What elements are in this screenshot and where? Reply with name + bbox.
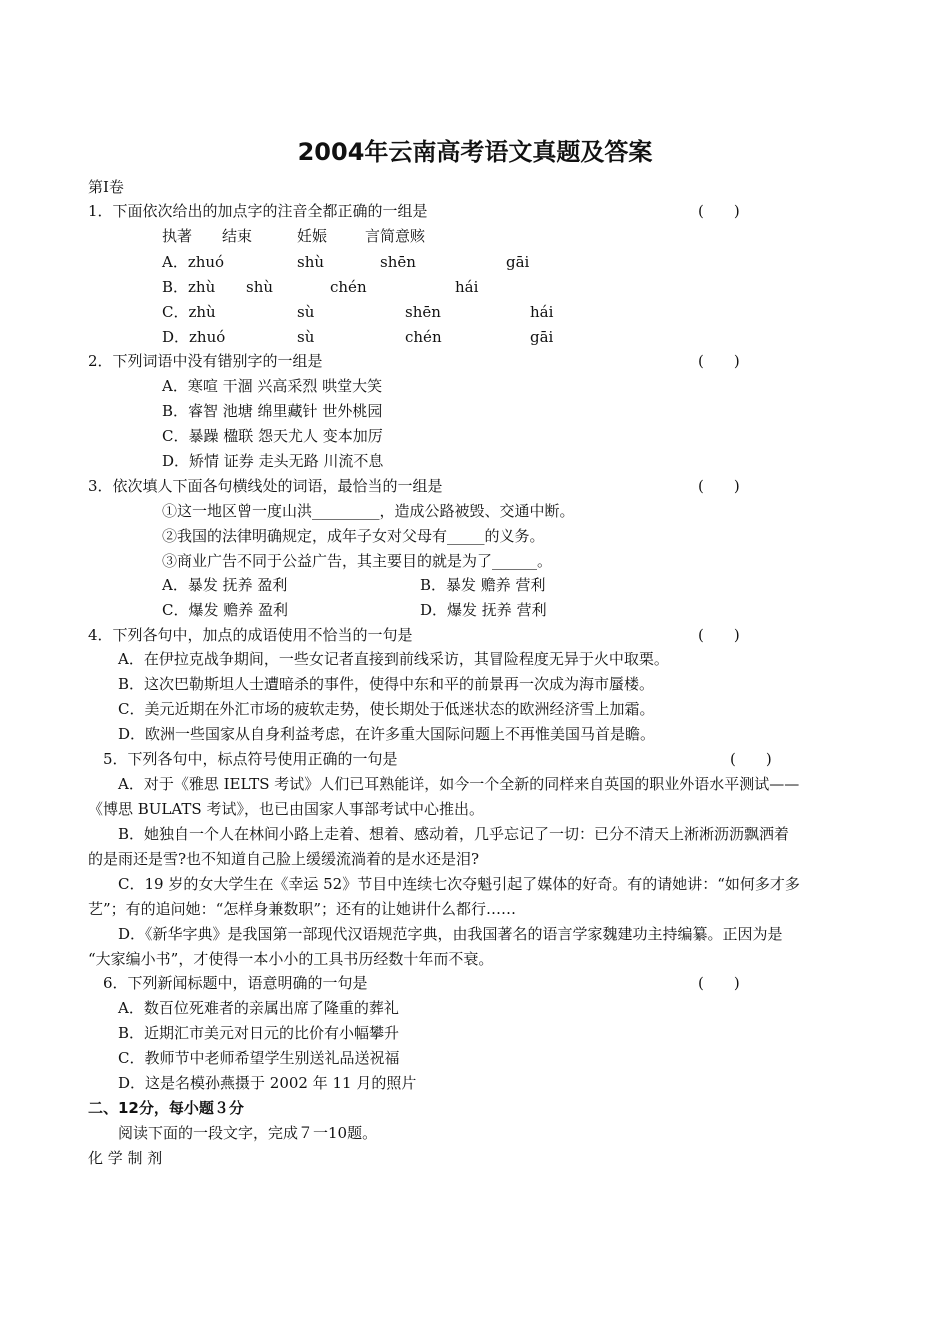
q1-option-b-pinyin: chén <box>330 278 367 296</box>
q5-answer-blank: ( ) <box>730 750 772 768</box>
q1-option-a-pinyin: shù <box>297 253 325 271</box>
q1-option-c-pinyin: hái <box>530 303 554 321</box>
q5-line: A．对于《雅思 IELTS 考试》人们已耳熟能详，如今一个全新的同样来自英国的职业外语水平测试—— <box>118 775 800 793</box>
q3-stem: 3．依次填人下面各句横线处的词语，最恰当的一组是 <box>88 477 443 495</box>
q4-option: A．在伊拉克战争期间，一些女记者直接到前线采访，其冒险程度无异于火中取栗。 <box>118 650 669 668</box>
q5-line: D．《新华字典》是我国第一部现代汉语规范字典，由我国著名的语言学家魏建功主持编纂。正因为是 <box>118 925 783 943</box>
q2-option: C．暴躁 楹联 怨天尤人 变本加厉 <box>162 427 383 445</box>
q5-line: B．她独自一个人在林间小路上走着、想着、感动着，几乎忘记了一切：已分不清天上淅淅沥沥飘洒着 <box>118 825 790 843</box>
q5-stem: 5．下列各句中，标点符号使用正确的一句是 <box>103 750 398 768</box>
q1-option-d-pinyin: gāi <box>530 328 554 346</box>
q3-option: A．暴发 抚养 盈利 <box>162 576 288 594</box>
section2-heading: 二、12分，每小题３分 <box>88 1099 244 1117</box>
q6-option: C．教师节中老师希望学生别送礼品送祝福 <box>118 1049 400 1067</box>
q6-answer-blank: ( ) <box>698 974 740 992</box>
q3-sentence: ①这一地区曾一度山洪_________，造成公路被毁、交通中断。 <box>162 502 575 520</box>
volume-label: 第Ⅰ卷 <box>88 178 124 196</box>
q1-answer-blank: ( ) <box>698 202 740 220</box>
q1-option-d-label: D．zhuó <box>162 328 226 346</box>
q1-word: 执著 <box>162 227 193 245</box>
q4-stem: 4．下列各句中，加点的成语使用不恰当的一句是 <box>88 626 413 644</box>
q1-stem: 1．下面依次给出的加点字的注音全都正确的一组是 <box>88 202 428 220</box>
q6-option: A．数百位死难者的亲属出席了隆重的葬礼 <box>118 999 399 1017</box>
q1-option-a-pinyin: shēn <box>380 253 416 271</box>
q2-option: D．矫情 证券 走头无路 川流不息 <box>162 452 384 470</box>
q5-line: 的是雨还是雪?也不知道自己脸上缓缓流淌着的是水还是泪? <box>88 850 480 868</box>
q3-option: C．爆发 赡养 盈利 <box>162 601 289 619</box>
q1-option-b-label: B．zhù <box>162 278 216 296</box>
q2-answer-blank: ( ) <box>698 352 740 370</box>
section2-intro: 阅读下面的一段文字，完成７一10题。 <box>118 1124 378 1142</box>
q1-option-a-label: A．zhuó <box>162 253 225 271</box>
q2-option: A．寒喧 干涸 兴高采烈 哄堂大笑 <box>162 377 383 395</box>
q1-word: 结束 <box>222 227 253 245</box>
q5-line: C．19 岁的女大学生在《幸运 52》节目中连续七次夺魁引起了媒体的好奇。有的请她讲：“如何多才多 <box>118 875 800 893</box>
q1-option-c-label: C．zhù <box>162 303 216 321</box>
q1-option-d-pinyin: sù <box>297 328 315 346</box>
q1-option-d-pinyin: chén <box>405 328 442 346</box>
q4-option: C．美元近期在外汇市场的疲软走势，使长期处于低迷状态的欧洲经济雪上加霜。 <box>118 700 655 718</box>
q3-option: B．暴发 赡养 营利 <box>420 576 546 594</box>
q1-option-b-pinyin: shù <box>246 278 274 296</box>
q3-sentence: ②我国的法律明确规定，成年子女对父母有_____的义务。 <box>162 527 545 545</box>
q2-option: B．睿智 池塘 绵里藏针 世外桃园 <box>162 402 383 420</box>
q3-answer-blank: ( ) <box>698 477 740 495</box>
q6-option: B．近期汇市美元对日元的比价有小幅攀升 <box>118 1024 400 1042</box>
q5-line: 《博思 BULATS 考试》，也已由国家人事部考试中心推出。 <box>88 800 484 818</box>
q2-stem: 2．下列词语中没有错别字的一组是 <box>88 352 323 370</box>
passage-title: 化 学 制 剂 <box>88 1149 163 1167</box>
q1-option-a-pinyin: gāi <box>506 253 530 271</box>
q1-option-c-pinyin: shēn <box>405 303 441 321</box>
q5-line: “大家编小书”，才使得一本小小的工具书历经数十年而不衰。 <box>88 950 494 968</box>
q1-word: 妊娠 <box>297 227 328 245</box>
page-title: 2004年云南高考语文真题及答案 <box>297 138 653 166</box>
q1-option-c-pinyin: sù <box>297 303 315 321</box>
q1-option-b-pinyin: hái <box>455 278 479 296</box>
q4-option: B．这次巴勒斯坦人士遭暗杀的事件，使得中东和平的前景再一次成为海市蜃楼。 <box>118 675 655 693</box>
q3-sentence: ③商业广告不同于公益广告，其主要目的就是为了______。 <box>162 552 553 570</box>
q4-answer-blank: ( ) <box>698 626 740 644</box>
q1-word: 言简意赅 <box>365 227 426 245</box>
q6-stem: 6．下列新闻标题中，语意明确的一句是 <box>103 974 368 992</box>
q5-line: 艺”；有的追问她：“怎样身兼数职”；还有的让她讲什么都行…… <box>88 900 517 918</box>
q4-option: D．欧洲一些国家从自身利益考虑，在许多重大国际问题上不再惟美国马首是瞻。 <box>118 725 656 743</box>
q3-option: D．爆发 抚养 营利 <box>420 601 547 619</box>
q6-option: D．这是名模孙燕摄于 2002 年 11 月的照片 <box>118 1074 417 1092</box>
